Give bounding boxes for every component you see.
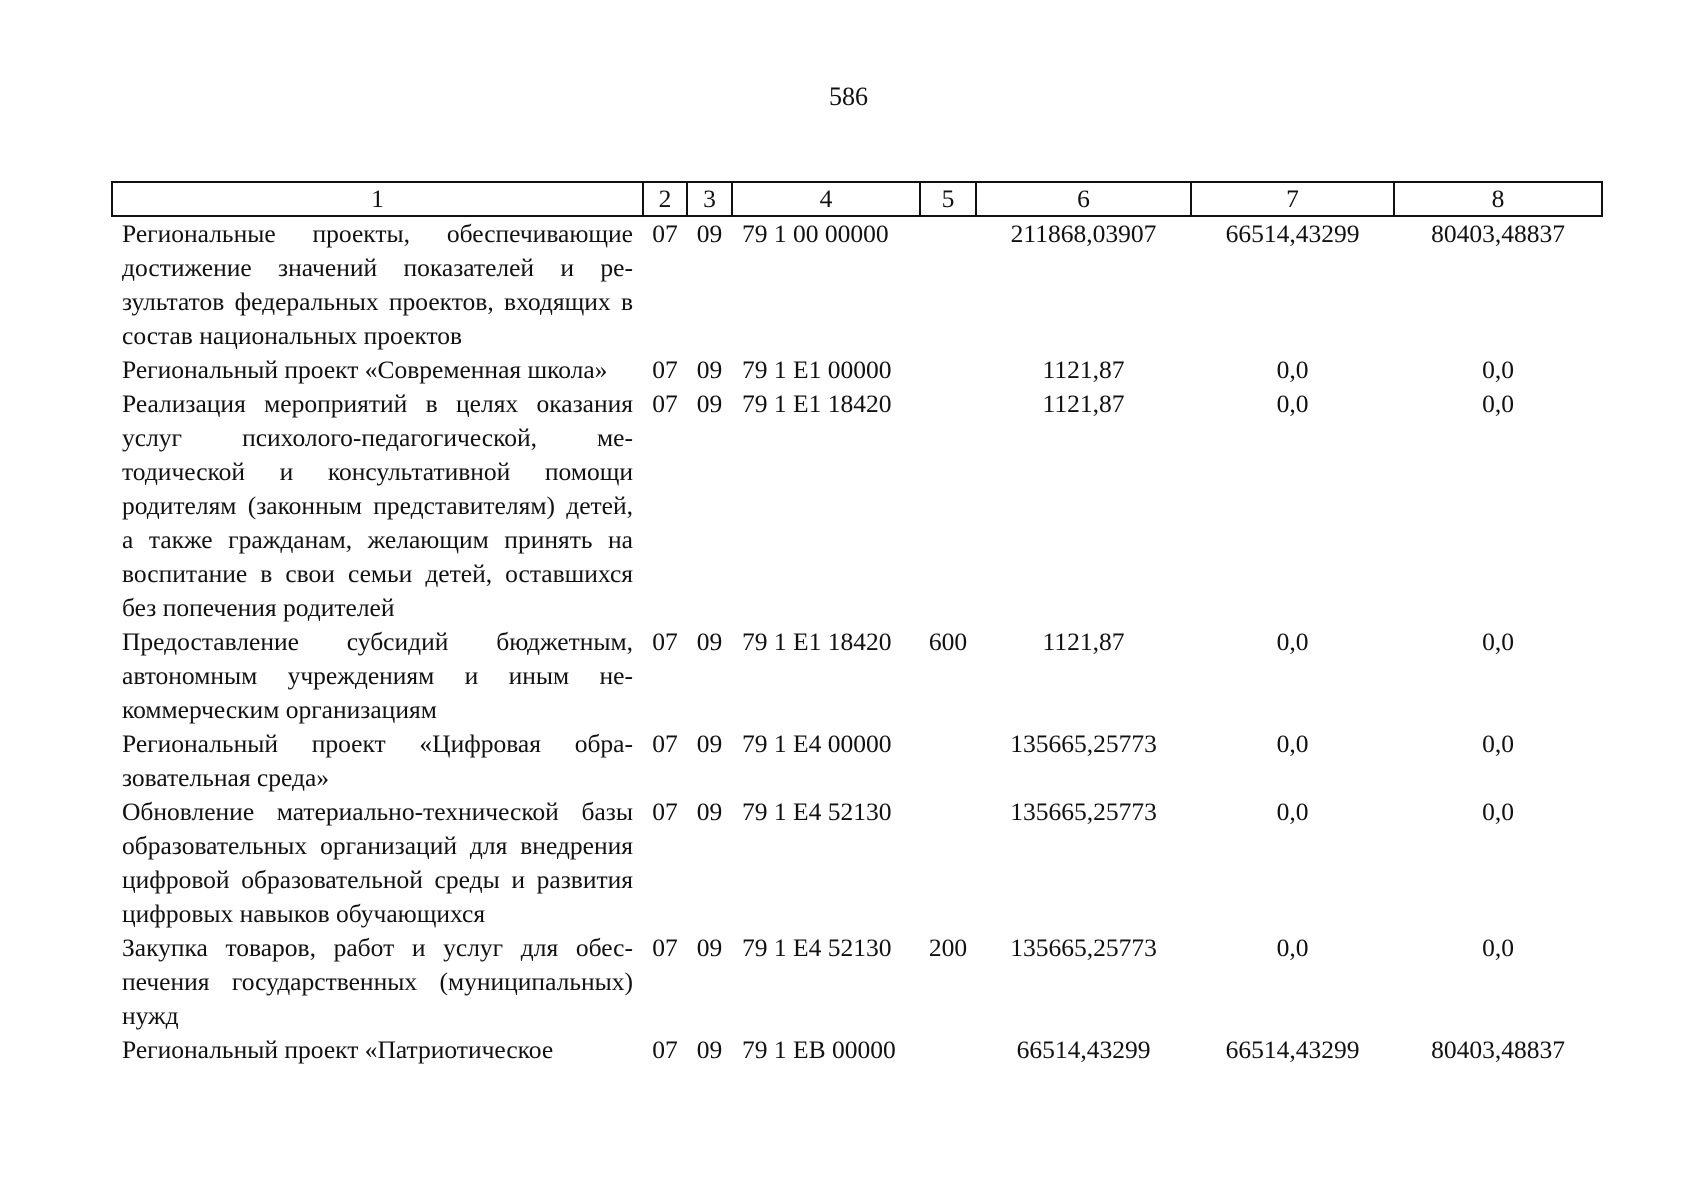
row-amount-col6: 1121,87 (1042, 627, 1125, 656)
row-name: Региональный проект «Современная школа» (122, 355, 608, 384)
row-section-code: 07 (652, 219, 678, 248)
header-col-3: 3 (687, 182, 732, 216)
row-target-article: 79 1 E1 18420 (742, 389, 892, 418)
table-row (112, 1033, 1602, 1067)
row-amount-col8: 0,0 (1482, 933, 1514, 962)
row-target-article: 79 1 E1 00000 (742, 355, 892, 384)
row-amount-col8: 0,0 (1482, 627, 1514, 656)
row-expense-type: 600 (928, 627, 968, 656)
row-name: Региональные проекты, обеспечивающие достижение значений показателей и результатов федеральных проектов, входящих в состав национальных проектов (122, 219, 633, 350)
row-amount-col8: 0,0 (1482, 389, 1514, 418)
row-section-code: 07 (652, 389, 678, 418)
header-col-1: 1 (112, 182, 643, 216)
row-section-code: 07 (652, 797, 678, 826)
row-subsection-code: 09 (696, 389, 723, 418)
row-amount-col7: 66514,43299 (1225, 219, 1360, 248)
row-amount-col7: 66514,43299 (1225, 1035, 1360, 1064)
row-amount-col7: 0,0 (1276, 355, 1309, 384)
row-target-article: 79 1 E4 52130 (742, 797, 892, 826)
row-expense-type (920, 216, 976, 353)
row-target-article: 79 1 E4 52130 (742, 933, 892, 962)
row-amount-col6: 66514,43299 (1016, 1035, 1151, 1064)
row-amount-col7: 0,0 (1276, 729, 1309, 758)
row-expense-type (920, 727, 976, 795)
header-col-4: 4 (732, 182, 920, 216)
row-name: Обновление материально-технической базы образовательных организаций для внедрения цифровой образовательной среды и развития цифровых навыков обучающихся (122, 797, 633, 928)
header-col-6: 6 (976, 182, 1191, 216)
row-subsection-code: 09 (696, 1035, 723, 1064)
row-amount-col6: 135665,25773 (1010, 933, 1157, 962)
table-header-row (112, 182, 1602, 216)
row-expense-type (920, 1033, 976, 1067)
row-amount-col6: 1121,87 (1042, 355, 1125, 384)
row-amount-col6: 211868,03907 (1010, 219, 1157, 248)
header-col-8: 8 (1394, 182, 1602, 216)
row-target-article: 79 1 00 00000 (742, 219, 889, 248)
row-name: Региональный проект «Патриотическое (122, 1035, 554, 1064)
row-section-code: 07 (652, 933, 678, 962)
row-expense-type (920, 387, 976, 625)
row-amount-col7: 0,0 (1276, 389, 1309, 418)
table-row (112, 727, 1602, 795)
row-amount-col8: 80403,48837 (1431, 1035, 1565, 1064)
header-col-2: 2 (643, 182, 687, 216)
row-subsection-code: 09 (696, 627, 723, 656)
row-target-article: 79 1 E4 00000 (742, 729, 892, 758)
row-section-code: 07 (652, 1035, 678, 1064)
row-section-code: 07 (652, 729, 678, 758)
row-subsection-code: 09 (696, 729, 723, 758)
table-row (112, 795, 1602, 931)
table-row (112, 353, 1602, 387)
table-row (112, 387, 1602, 625)
row-name: Реализация мероприятий в целях оказания услуг психолого-педагогической, методической и консультативной помощи родителям (законным представителям) детей, а также гражданам, желающим принять на воспитание в свои семьи детей, оставшихся без попечения родителей (122, 389, 633, 622)
row-subsection-code: 09 (696, 219, 723, 248)
page-number: 586 (829, 82, 868, 111)
row-name: Региональный проект «Цифровая образовательная среда» (122, 729, 633, 792)
row-subsection-code: 09 (696, 797, 723, 826)
row-amount-col8: 0,0 (1482, 797, 1514, 826)
table-row (112, 931, 1602, 1033)
row-name: Предоставление субсидий бюджетным, автономным учреждениям и иным некоммерческим организациям (122, 627, 633, 724)
row-subsection-code: 09 (696, 355, 723, 384)
row-amount-col6: 1121,87 (1042, 389, 1125, 418)
row-amount-col7: 0,0 (1276, 627, 1309, 656)
row-expense-type (920, 795, 976, 931)
row-amount-col6: 135665,25773 (1010, 729, 1157, 758)
row-subsection-code: 09 (696, 933, 723, 962)
row-amount-col8: 0,0 (1482, 355, 1514, 384)
budget-table (111, 181, 1603, 1067)
row-amount-col8: 0,0 (1482, 729, 1514, 758)
row-target-article: 79 1 E1 18420 (742, 627, 892, 656)
header-col-7: 7 (1191, 182, 1394, 216)
row-amount-col7: 0,0 (1276, 933, 1309, 962)
row-section-code: 07 (652, 355, 678, 384)
row-target-article: 79 1 EB 00000 (742, 1035, 896, 1064)
row-expense-type: 200 (928, 933, 968, 962)
row-name: Закупка товаров, работ и услуг для обеспечения государственных (муниципальных) нужд (122, 933, 633, 1030)
row-section-code: 07 (652, 627, 678, 656)
row-amount-col7: 0,0 (1276, 797, 1309, 826)
row-amount-col8: 80403,48837 (1431, 219, 1565, 248)
row-amount-col6: 135665,25773 (1010, 797, 1157, 826)
row-expense-type (920, 353, 976, 387)
table-row (112, 625, 1602, 727)
table-row (112, 216, 1602, 353)
header-col-5: 5 (920, 182, 976, 216)
